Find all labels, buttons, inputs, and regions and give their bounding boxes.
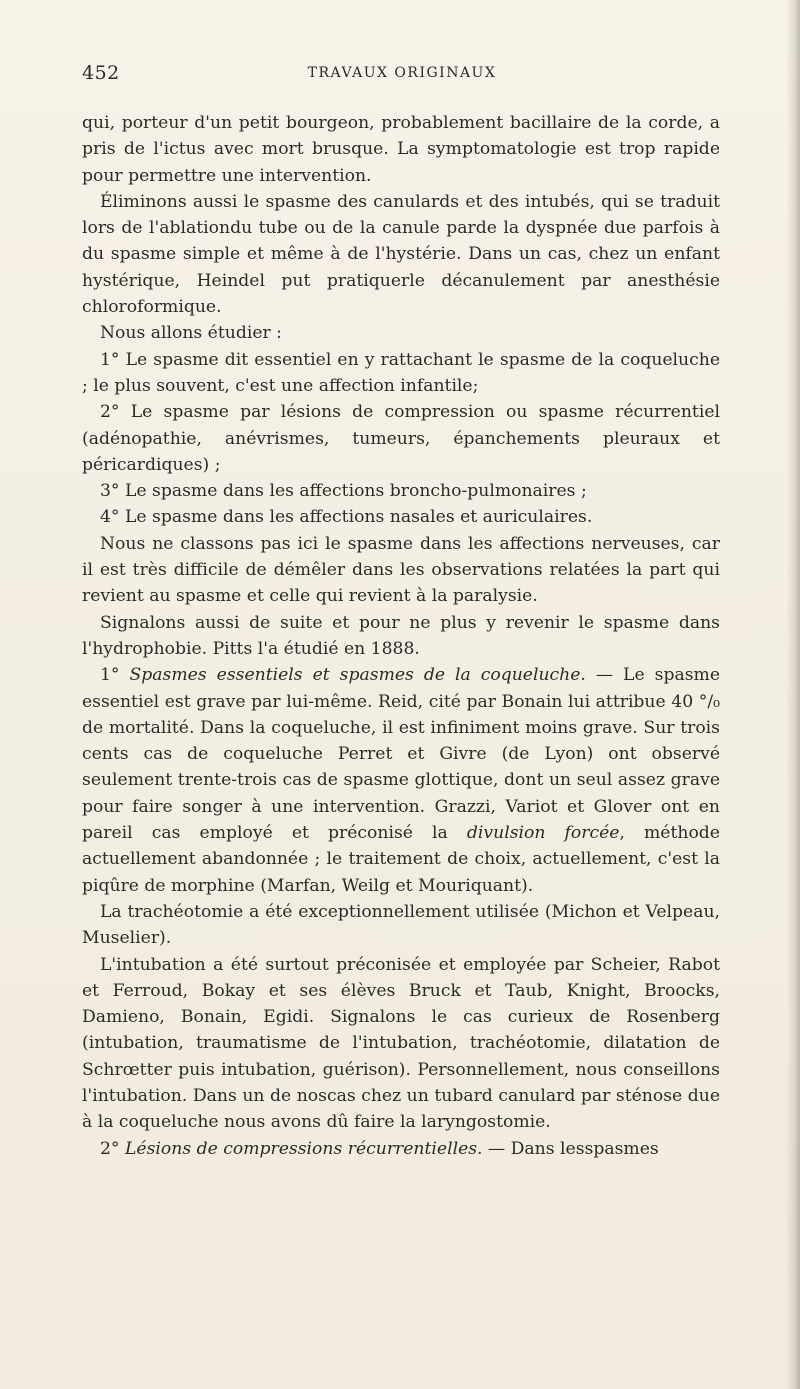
page-edge-shadow bbox=[786, 0, 800, 1389]
paragraph bbox=[82, 952, 720, 1136]
paragraph bbox=[82, 189, 720, 320]
text-span: qui, porteur d'un petit bourgeon, probablement bacillaire de la corde, a pris de l'ictus avec mort brusque. La symptomatologie est trop rapide pour permettre une intervention. bbox=[82, 113, 720, 186]
paragraph bbox=[82, 320, 720, 346]
italic-text-span: Spasmes essentiels et spasmes de la coqueluche. bbox=[129, 665, 586, 686]
italic-text-span: Lésions de compressions récurrentielles. bbox=[125, 1138, 483, 1159]
italic-text-span: divulsion forcée bbox=[466, 823, 620, 844]
text-span: Éliminons aussi le spasme des canulards et des intubés, qui se traduit lors de l'ablationdu tube ou de la canule parde la dyspnée due parfois à du spasme simple et même à de l'hystérie. Dans un cas, chez un enfant hystérique, Heindel put pratiquerle décanulement par anesthésie chloroformique. bbox=[82, 191, 720, 318]
running-head bbox=[82, 62, 722, 88]
paragraph bbox=[82, 347, 720, 400]
paragraph bbox=[82, 110, 720, 189]
paragraph bbox=[82, 1136, 720, 1162]
page-number: 452 bbox=[82, 62, 120, 84]
paragraph bbox=[82, 504, 720, 530]
paragraph bbox=[82, 662, 720, 899]
text-span: 1° bbox=[100, 665, 130, 686]
paragraph bbox=[82, 531, 720, 610]
text-span: Nous allons étudier : bbox=[100, 323, 282, 344]
text-span: 2° Le spasme par lésions de compression ou spasme récurrentiel (adénopathie, anévrismes, tumeurs, épanchements pleuraux et péricardiques) ; bbox=[82, 402, 720, 475]
text-span: Signalons aussi de suite et pour ne plus y revenir le spasme dans l'hydrophobie. Pitts l'a étudié en 1888. bbox=[82, 612, 720, 659]
paragraph bbox=[82, 899, 720, 952]
paragraph bbox=[82, 610, 720, 663]
paragraph bbox=[82, 399, 720, 478]
text-span: La trachéotomie a été exceptionnellement utilisée (Michon et Velpeau, Muselier). bbox=[82, 901, 720, 949]
text-span: Nous ne classons pas ici le spasme dans les affections nerveuses, car il est très difficile de démêler dans les observations relatées la part qui revient au spasme et celle qui revient à la paralysie. bbox=[82, 533, 720, 607]
text-span: 4° Le spasme dans les affections nasales et auriculaires. bbox=[100, 507, 593, 528]
text-span: L'intubation a été surtout préconisée et employée par Scheier, Rabot et Ferroud, Bokay et ses élèves Bruck et Taub, Knight, Broocks, Damieno, Bonain, Egidi. Signalons le cas curieux de Rosenberg (intubation, traumatisme de l'intubation, trachéotomie, dilatation de Schrœtter puis intubation, guérison). Personnellement, nous conseillons l'intubation. Dans un de noscas chez un tubard canulard par sténose due à la coqueluche nous avons dû faire la laryngostomie. bbox=[82, 954, 720, 1133]
paragraph bbox=[82, 478, 720, 504]
text-span: 2° bbox=[100, 1138, 125, 1159]
text-span: — Le spasme essentiel est grave par lui-même. Reid, cité par Bonain lui attribue 40 °/₀ de mortalité. Dans la coqueluche, il est infiniment moins grave. Sur trois cents cas de coqueluche Perret et Givre (de Lyon) ont observé seulement trente-trois cas de spasme glottique, dont un seul assez grave pour faire songer à une intervention. Grazzi, Variot et Glover ont en pareil cas employé et préconisé la bbox=[82, 665, 720, 844]
text-span: — Dans lesspasmes bbox=[482, 1138, 659, 1159]
text-span: , méthode actuellement abandonnée ; le traitement de choix, actuellement, c'est la piqûre de morphine (Marfan, Weilg et Mouriquant). bbox=[82, 823, 720, 896]
body-text bbox=[82, 110, 720, 1162]
text-span: 1° Le spasme dit essentiel en y rattachant le spasme de la coqueluche ; le plus souvent, c'est une affection infantile; bbox=[82, 349, 720, 396]
running-title: TRAVAUX ORIGINAUX bbox=[307, 65, 497, 81]
text-span: 3° Le spasme dans les affections broncho-pulmonaires ; bbox=[100, 481, 587, 502]
